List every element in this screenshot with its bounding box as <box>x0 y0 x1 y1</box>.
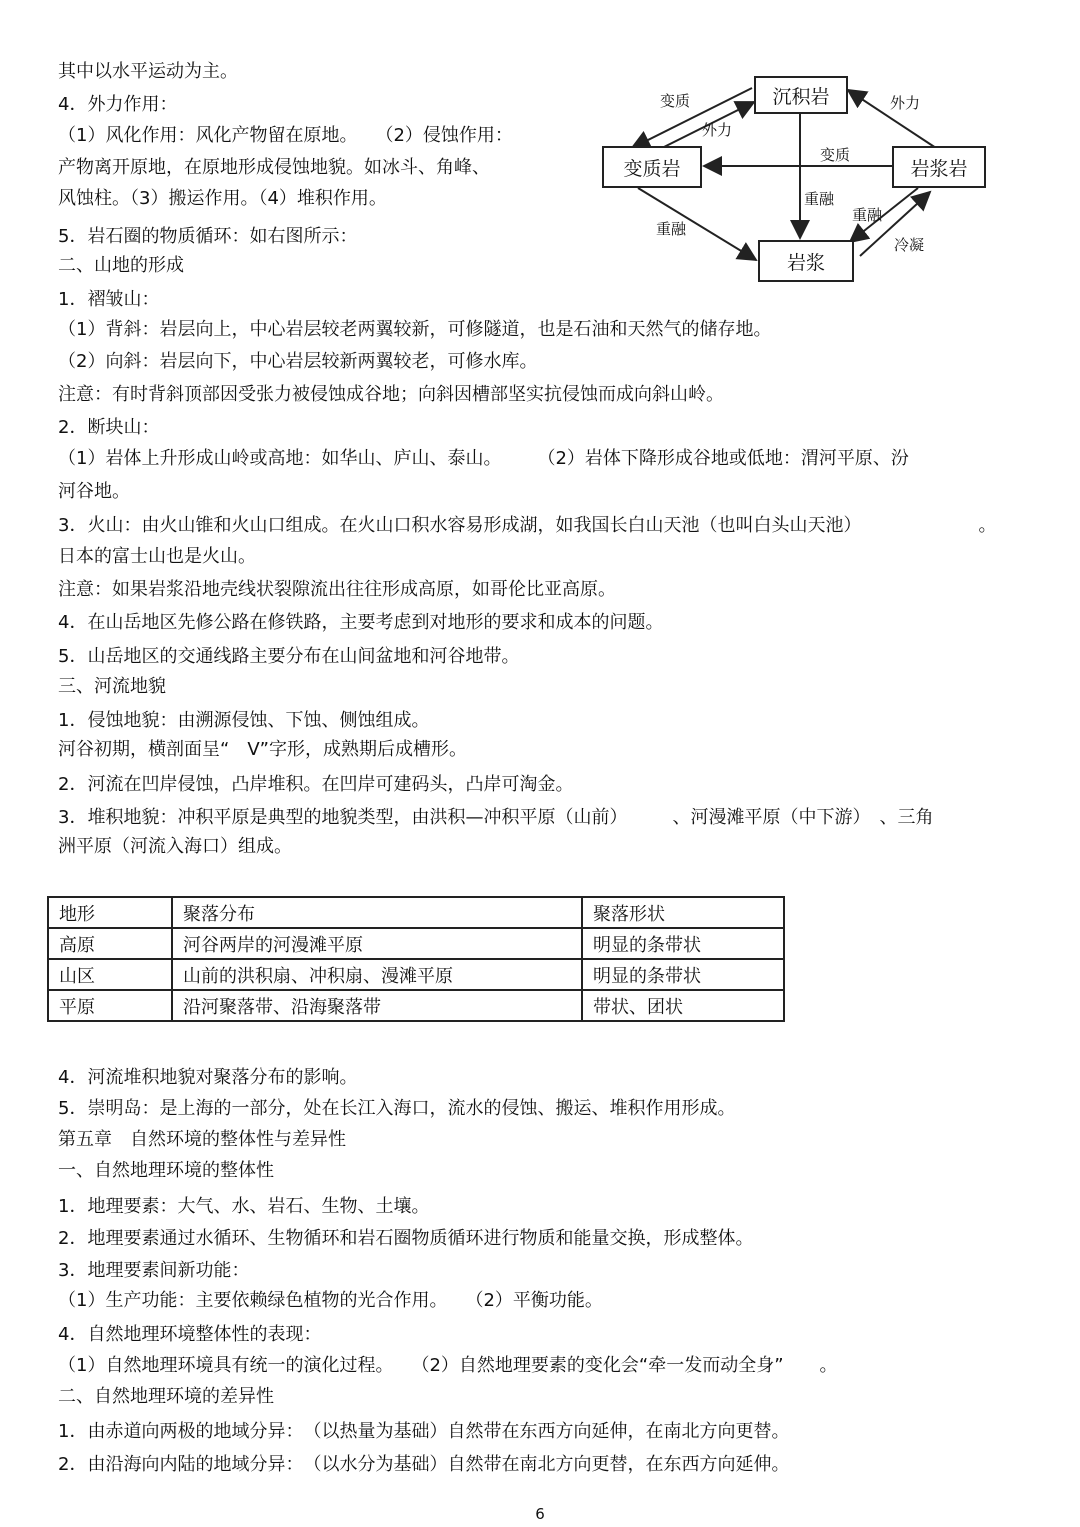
text-line: 注意：有时背斜顶部因受张力被侵蚀成谷地；向斜因槽部坚实抗侵蚀而成向斜山岭。 <box>58 384 724 405</box>
text-line: 其中以水平运动为主。 <box>58 61 238 82</box>
text-line: 4．在山岳地区先修公路在修铁路，主要考虑到对地形的要求和成本的问题。 <box>58 612 664 633</box>
node-sedimentary: 沉积岩 <box>754 76 848 114</box>
text-line: 5．岩石圈的物质循环：如右图所示： <box>58 226 358 247</box>
label-external-force: 外力 <box>890 94 921 112</box>
text-line: 日本的富士山也是火山。 <box>58 546 256 567</box>
text-line: （1）风化作用：风化产物留在原地。 （2）侵蚀作用： <box>58 125 513 146</box>
label-remelting: 重融 <box>656 220 687 238</box>
table-cell: 明显的条带状 <box>582 959 784 990</box>
text-line: 3．火山：由火山锥和火山口组成。在火山口积水容易形成湖，如我国长白山天池（也叫白头山天池） 。 <box>58 515 997 536</box>
table-header-row <box>48 897 784 928</box>
text-line: 1．褶皱山： <box>58 289 160 310</box>
text-line: （1）自然地理环境具有统一的演化过程。 （2）自然地理要素的变化会“牵一发而动全身” 。 <box>58 1355 838 1376</box>
table-row <box>48 928 784 959</box>
table-cell: 河谷两岸的河漫滩平原 <box>172 928 582 959</box>
table-cell: 高原 <box>48 928 172 959</box>
table-cell: 平原 <box>48 990 172 1021</box>
text-line: 注意：如果岩浆沿地壳线状裂隙流出往往形成高原，如哥伦比亚高原。 <box>58 579 616 600</box>
section-heading: 三、河流地貌 <box>58 676 166 697</box>
node-metamorphic: 变质岩 <box>602 146 702 188</box>
label-remelting: 重融 <box>852 206 883 224</box>
table-cell: 明显的条带状 <box>582 928 784 959</box>
text-line: 1．侵蚀地貌：由溯源侵蚀、下蚀、侧蚀组成。 <box>58 710 430 731</box>
text-line: 洲平原（河流入海口）组成。 <box>58 836 292 857</box>
label-metamorphism: 变质 <box>820 146 851 164</box>
table-header-cell: 聚落形状 <box>582 897 784 928</box>
text-line: （1）背斜：岩层向上，中心岩层较老两翼较新，可修隧道，也是石油和天然气的储存地。 <box>58 319 772 340</box>
table-header-cell: 聚落分布 <box>172 897 582 928</box>
chapter-heading: 第五章 自然环境的整体性与差异性 <box>58 1129 346 1150</box>
text-line: 2．河流在凹岸侵蚀，凸岸堆积。在凹岸可建码头，凸岸可淘金。 <box>58 774 574 795</box>
text-line: 3．堆积地貌：冲积平原是典型的地貌类型，由洪积—冲积平原（山前） 、河漫滩平原（中下游） 、三角 <box>58 807 934 828</box>
label-remelting: 重融 <box>804 190 835 208</box>
table-cell: 山区 <box>48 959 172 990</box>
text-line: （1）岩体上升形成山岭或高地：如华山、庐山、泰山。 （2）岩体下降形成谷地或低地：渭河平原、汾 <box>58 448 909 469</box>
page-number: 6 <box>535 1505 545 1523</box>
text-line: 4．自然地理环境整体性的表现： <box>58 1324 322 1345</box>
text-line: 3．地理要素间新功能： <box>58 1260 250 1281</box>
section-heading: 一、自然地理环境的整体性 <box>58 1160 274 1181</box>
table-cell: 山前的洪积扇、冲积扇、漫滩平原 <box>172 959 582 990</box>
section-heading: 二、山地的形成 <box>58 255 184 276</box>
text-line: 4．外力作用： <box>58 94 178 115</box>
node-igneous: 岩浆岩 <box>892 146 986 188</box>
label-metamorphism: 变质 <box>660 92 691 110</box>
label-condensation: 冷凝 <box>894 236 925 254</box>
table-row <box>48 990 784 1021</box>
section-heading: 二、自然地理环境的差异性 <box>58 1386 274 1407</box>
table-row <box>48 959 784 990</box>
text-line: 2．断块山： <box>58 417 160 438</box>
text-line: 风蚀柱。（3）搬运作用。（4）堆积作用。 <box>58 188 387 209</box>
text-line: 4．河流堆积地貌对聚落分布的影响。 <box>58 1067 358 1088</box>
table-cell: 带状、团状 <box>582 990 784 1021</box>
settlement-table <box>47 896 785 1022</box>
text-line: 2．地理要素通过水循环、生物循环和岩石圈物质循环进行物质和能量交换，形成整体。 <box>58 1228 754 1249</box>
text-line: （1）生产功能：主要依赖绿色植物的光合作用。 （2）平衡功能。 <box>58 1290 603 1311</box>
table-cell: 沿河聚落带、沿海聚落带 <box>172 990 582 1021</box>
text-line: 产物离开原地，在原地形成侵蚀地貌。如冰斗、角峰、 <box>58 157 490 178</box>
table-header-cell: 地形 <box>48 897 172 928</box>
text-line: 5．山岳地区的交通线路主要分布在山间盆地和河谷地带。 <box>58 646 520 667</box>
text-line: 2．由沿海向内陆的地域分异： （以水分为基础）自然带在南北方向更替，在东西方向延伸。 <box>58 1454 790 1475</box>
text-line: 河谷初期，横剖面呈“ V”字形，成熟期后成槽形。 <box>58 739 467 760</box>
text-line: 1．由赤道向两极的地域分异： （以热量为基础）自然带在东西方向延伸，在南北方向更替。 <box>58 1421 790 1442</box>
text-line: 1．地理要素：大气、水、岩石、生物、土壤。 <box>58 1196 430 1217</box>
rock-cycle-diagram <box>598 72 998 292</box>
text-line: 5．崇明岛：是上海的一部分，处在长江入海口，流水的侵蚀、搬运、堆积作用形成。 <box>58 1098 736 1119</box>
label-external-force: 外力 <box>702 121 733 139</box>
node-magma: 岩浆 <box>758 240 854 282</box>
text-line: （2）向斜：岩层向下，中心岩层较新两翼较老，可修水库。 <box>58 351 538 372</box>
text-line: 河谷地。 <box>58 481 130 502</box>
